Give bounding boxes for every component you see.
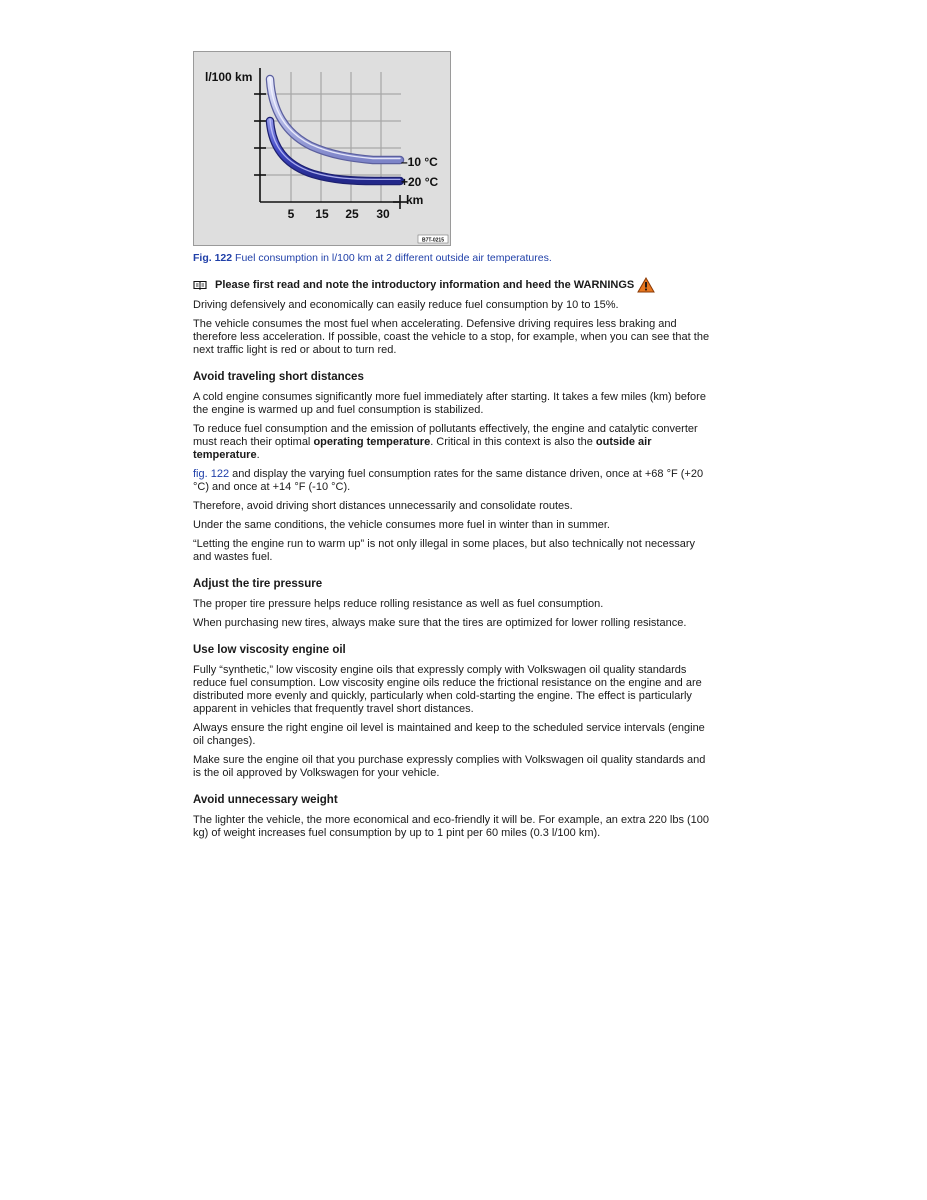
- short-paragraph-5: Under the same conditions, the vehicle consumes more fuel in winter than in summer.: [193, 519, 610, 531]
- figure-number: Fig. 122: [193, 252, 233, 264]
- series-label-plus-20c: +20 °C: [401, 175, 439, 189]
- warnings-notice: [193, 277, 713, 293]
- short-paragraph-4: Therefore, avoid driving short distances unnecessarily and consolidate routes.: [193, 500, 573, 512]
- fuel-consumption-figure: [193, 51, 451, 246]
- warning-triangle-icon[interactable]: [637, 277, 655, 293]
- series-label-minus-10c: –10 °C: [401, 155, 438, 169]
- weight-paragraph-1: The lighter the vehicle, the more economical and eco-friendly it will be. For example, an extra 220 lbs (100 kg) of weight increases fuel consumption by up to 1 pint per 60 miles (0.3 l/100 km).: [193, 814, 710, 839]
- figure-caption-text: Fuel consumption in l/100 km at 2 different outside air temperatures.: [232, 252, 552, 264]
- term-operating-temperature: operating temperature: [313, 436, 431, 448]
- short-paragraph-1: A cold engine consumes significantly more fuel immediately after starting. It takes a few miles (km) before the engine is warmed up and fuel consumption is stabilized.: [193, 391, 706, 416]
- figure-caption: [193, 252, 713, 265]
- short-paragraph-3: fig. 122 and display the varying fuel consumption rates for the same distance driven, once at +68 °F (+20 °C) and once at +14 °F (-10 °C).: [193, 468, 704, 493]
- book-icon: [193, 280, 207, 290]
- intro-paragraph-1: Driving defensively and economically can easily reduce fuel consumption by 10 to 15%.: [193, 299, 619, 311]
- oil-paragraph-3: Make sure the engine oil that you purchase expressly complies with Volkswagen oil quality standards and is the oil approved by Volkswagen for your vehicle.: [193, 754, 706, 779]
- figure-code: B7T-0215: [422, 237, 444, 244]
- heading-tire-pressure: Adjust the tire pressure: [193, 578, 323, 590]
- heading-short-distances: Avoid traveling short distances: [193, 371, 364, 383]
- short-paragraph-2: To reduce fuel consumption and the emission of pollutants effectively, the engine and catalytic converter must reach their optimal operating temperature. Critical in this context is also the outside air temperature.: [193, 423, 698, 461]
- tire-paragraph-1: The proper tire pressure helps reduce rolling resistance as well as fuel consumption.: [193, 598, 604, 610]
- oil-paragraph-2: Always ensure the right engine oil level is maintained and keep to the scheduled service intervals (engine oil changes).: [193, 722, 705, 747]
- heading-unnecessary-weight: Avoid unnecessary weight: [193, 794, 338, 806]
- intro-paragraph-2: The vehicle consumes the most fuel when accelerating. Defensive driving requires less braking and therefore less acceleration. If possible, coast the vehicle to a stop, for example, when you can see that the next traffic light is red or about to turn red.: [193, 318, 710, 356]
- warnings-notice-text: Please first read and note the introductory information and heed the WARNINGS: [215, 279, 635, 291]
- heading-engine-oil: Use low viscosity engine oil: [193, 644, 346, 656]
- fuel-consumption-chart: [193, 51, 451, 246]
- x-tick-15: 15: [315, 207, 329, 221]
- x-tick-30: 30: [376, 207, 390, 221]
- oil-paragraph-1: Fully “synthetic,” low viscosity engine oils that expressly comply with Volkswagen oil quality standards reduce fuel consumption. Low viscosity engine oils reduce the frictional resistance on the engine and are distributed more evenly and quickly, particularly when cold-starting the engine. The effect is particularly apparent in vehicles that frequently travel short distances.: [193, 664, 702, 715]
- y-axis-label: l/100 km: [205, 70, 253, 84]
- x-axis-unit: km: [406, 193, 424, 207]
- figure-link[interactable]: fig. 122: [193, 468, 230, 480]
- term-outside-air-temperature: outside air temperature: [193, 436, 652, 461]
- tire-paragraph-2: When purchasing new tires, always make sure that the tires are optimized for lower rolling resistance.: [193, 617, 687, 629]
- short-paragraph-6: “Letting the engine run to warm up” is not only illegal in some places, but also technically not necessary and wastes fuel.: [193, 538, 695, 563]
- x-tick-5: 5: [287, 207, 295, 221]
- x-tick-25: 25: [345, 207, 359, 221]
- document-page: [193, 51, 713, 840]
